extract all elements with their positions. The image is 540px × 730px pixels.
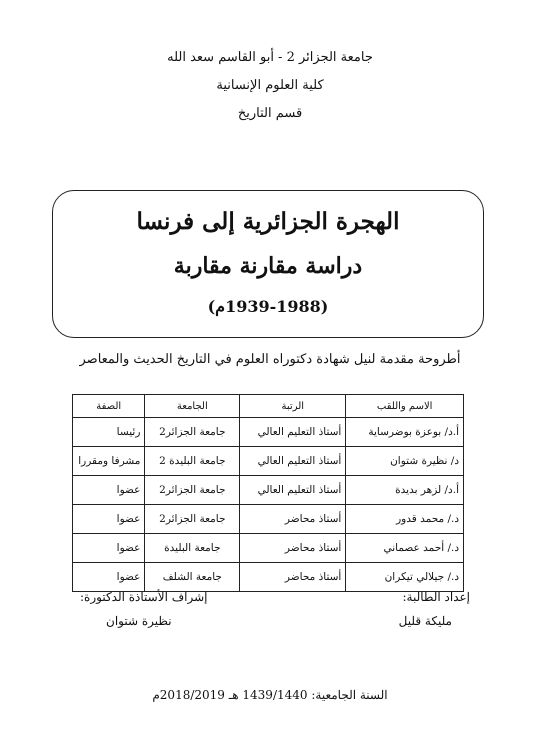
table-row [73, 534, 464, 563]
supervisor-label: إشراف الأستاذة الدكتورة: [80, 590, 208, 604]
member-role: عضوا [73, 505, 145, 534]
faculty-name: كلية العلوم الإنسانية [216, 78, 324, 93]
member-name: د./ أحمد عصماني [346, 534, 464, 563]
member-university: جامعة الجزائر2 [145, 505, 240, 534]
header-rank: الرتبة [240, 395, 346, 418]
student-name: مليكة قليل [398, 614, 452, 628]
table-row [73, 418, 464, 447]
member-role: عضوا [73, 563, 145, 592]
institution-header [0, 44, 540, 128]
member-rank: أستاذ محاضر [240, 505, 346, 534]
thesis-subtitle: دراسة مقارنة مقاربة [173, 253, 363, 279]
member-rank: أستاذ محاضر [240, 563, 346, 592]
header-name: الاسم واللقب [346, 395, 464, 418]
member-rank: أستاذ التعليم العالي [240, 418, 346, 447]
university-name: جامعة الجزائر 2 - أبو القاسم سعد الله [167, 50, 373, 65]
supervisor-name: نظيرة شتوان [106, 614, 172, 628]
member-university: جامعة البليدة 2 [145, 447, 240, 476]
table-row [73, 476, 464, 505]
table-row [73, 447, 464, 476]
department-name: قسم التاريخ [237, 106, 303, 121]
thesis-title: الهجرة الجزائرية إلى فرنسا [136, 208, 400, 235]
member-university: جامعة البليدة [145, 534, 240, 563]
member-university: جامعة الجزائر2 [145, 418, 240, 447]
header-university: الجامعة [145, 395, 240, 418]
member-role: عضوا [73, 476, 145, 505]
table-row [73, 563, 464, 592]
member-role: مشرفا ومقررا [73, 447, 145, 476]
thesis-description: أطروحة مقدمة لنيل شهادة دكتوراه العلوم في التاريخ الحديث والمعاصر [79, 352, 461, 367]
member-university: جامعة الشلف [145, 563, 240, 592]
academic-year: السنة الجامعية: 1439/1440 هـ 2018/2019م [152, 688, 388, 702]
thesis-period: (1939-1988م) [207, 297, 329, 316]
prepared-by-label: إعداد الطالبة: [402, 590, 470, 604]
member-university: جامعة الجزائر2 [145, 476, 240, 505]
committee-table [72, 394, 464, 592]
header-role: الصفة [73, 395, 145, 418]
member-role: رئيسا [73, 418, 145, 447]
member-rank: أستاذ التعليم العالي [240, 476, 346, 505]
table-row [73, 505, 464, 534]
member-rank: أستاذ محاضر [240, 534, 346, 563]
member-rank: أستاذ التعليم العالي [240, 447, 346, 476]
member-name: أ.د/ بوعزة بوضرساية [346, 418, 464, 447]
member-name: د./ محمد قدور [346, 505, 464, 534]
member-role: عضوا [73, 534, 145, 563]
committee-header-row [73, 395, 464, 418]
member-name: د./ جيلالي تيكران [346, 563, 464, 592]
title-box [52, 190, 484, 338]
member-name: د/ نظيرة شتوان [346, 447, 464, 476]
member-name: أ.د/ لزهر بديدة [346, 476, 464, 505]
